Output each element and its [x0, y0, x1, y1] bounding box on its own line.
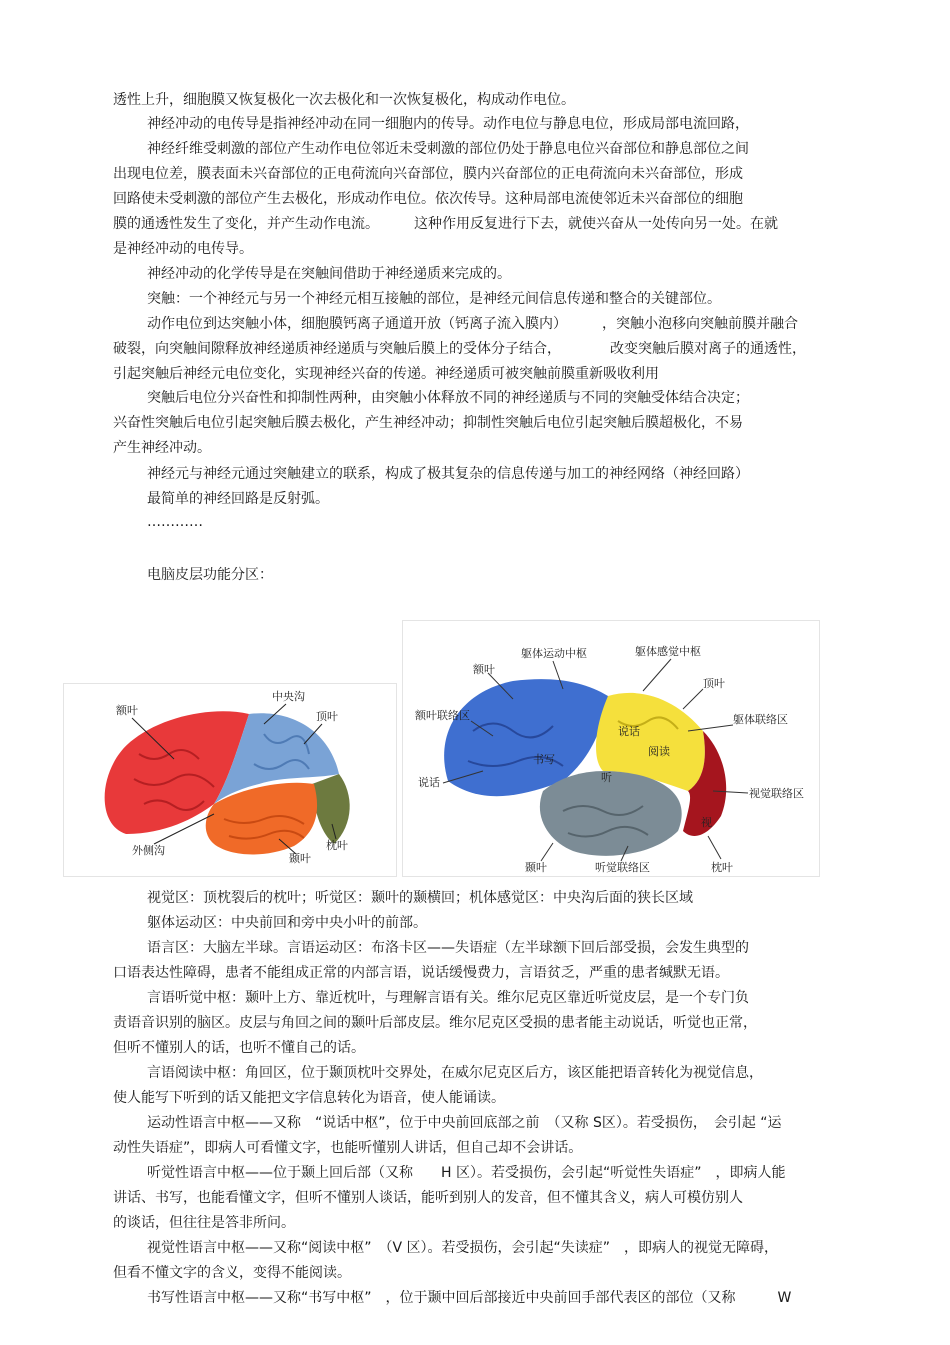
paragraph-line: 膜的通透性发生了变化，并产生动作电流。 这种作用反复进行下去，就使兴奋从一处传向另一处。在就: [113, 216, 778, 232]
label-lateral-sulcus: 外侧沟: [132, 844, 165, 857]
paragraph-line: 神经纤维受刺激的部位产生动作电位邻近未受刺激的部位仍处于静息电位兴奋部位和静息部位之间: [147, 141, 749, 157]
label-sensory-center: 躯体感觉中枢: [635, 645, 701, 658]
label-frontal: 额叶: [473, 663, 495, 676]
paragraph-line: 神经元与神经元通过突触建立的联系，构成了极其复杂的信息传递与加工的神经网络（神经回路）: [147, 466, 749, 482]
paragraph-line: 语言区：大脑左半球。言语运动区：布洛卡区——失语症（左半球额下回后部受损，会发生典型的: [147, 940, 749, 956]
label-write-area: 书写: [533, 753, 555, 766]
paragraph-line: 使人能写下听到的话又能把文字信息转化为语音，使人能诵读。: [113, 1090, 505, 1106]
ellipsis-line: …………: [147, 514, 203, 530]
paragraph-line: 书写性语言中枢——又称“书写中枢” ，位于颞中回后部接近中央前回手部代表区的部位（又称 W: [147, 1290, 792, 1306]
label-parietal: 顶叶: [316, 710, 338, 723]
label-frontal: 额叶: [116, 704, 138, 717]
paragraph-line: 言语阅读中枢：角回区，位于颞顶枕叶交界处，在威尔尼克区后方，该区能把语音转化为视觉信息，: [147, 1065, 763, 1081]
label-temporal: 颞叶: [525, 861, 547, 874]
label-temporal: 颞叶: [289, 852, 311, 865]
paragraph-line: 但听不懂别人的话，也听不懂自己的话。: [113, 1040, 365, 1056]
paragraph-line: 动作电位到达突触小体，细胞膜钙离子通道开放（钙离子流入膜内） ，突触小泡移向突触前膜并融合: [147, 316, 798, 332]
paragraph-line: 兴奋性突触后电位引起突触后膜去极化，产生神经冲动；抑制性突触后电位引起突触后膜超极化，不易: [113, 415, 743, 431]
paragraph-line: 讲话、书写，也能看懂文字，但听不懂别人谈话，能听到别人的发音，但不懂其含义，病人可模仿别人: [113, 1190, 743, 1206]
label-central-sulcus: 中央沟: [272, 690, 305, 703]
paragraph-line: 躯体运动区：中央前回和旁中央小叶的前部。: [147, 915, 427, 931]
paragraph-line: 突触后电位分兴奋性和抑制性两种，由突触小体释放不同的神经递质与不同的突触受体结合决定；: [147, 390, 749, 406]
paragraph-line: 透性上升，细胞膜又恢复极化一次去极化和一次恢复极化，构成动作电位。: [113, 92, 575, 108]
label-motor-center: 躯体运动中枢: [521, 647, 587, 660]
label-parietal: 顶叶: [703, 677, 725, 690]
paragraph-line: 破裂，向突触间隙释放神经递质神经递质与突触后膜上的受体分子结合， 改变突触后膜对离子的通透性，: [113, 341, 806, 357]
label-read-area: 阅读: [648, 745, 670, 758]
paragraph-line: 运动性语言中枢——又称 “说话中枢”，位于中央前回底部之前 （又称 S区）。若受损伤， 会引起 “运: [147, 1115, 782, 1131]
paragraph-line: 出现电位差，膜表面未兴奋部位的正电荷流向兴奋部位，膜内兴奋部位的正电荷流向未兴奋部位，形成: [113, 166, 743, 182]
paragraph-line: 口语表达性障碍，患者不能组成正常的内部言语，说话缓慢费力，言语贫乏，严重的患者缄默无语。: [113, 965, 729, 981]
paragraph-line: 的谈话，但往往是答非所问。: [113, 1215, 295, 1231]
paragraph-line: 神经冲动的化学传导是在突触间借助于神经递质来完成的。: [147, 266, 511, 282]
label-occipital: 枕叶: [326, 839, 348, 852]
paragraph-line: 回路使未受刺激的部位产生去极化，形成动作电位。依次传导。这种局部电流使邻近未兴奋部位的细胞: [113, 191, 743, 207]
section-heading: 电脑皮层功能分区：: [147, 567, 273, 583]
paragraph-line: 引起突触后神经元电位变化，实现神经兴奋的传递。神经递质可被突触前膜重新吸收利用: [113, 366, 659, 382]
label-visual-association: 视觉联络区: [749, 787, 804, 800]
paragraph-line: 突触：一个神经元与另一个神经元相互接触的部位，是神经元间信息传递和整合的关键部位。: [147, 291, 721, 307]
paragraph-line: 视觉性语言中枢——又称“阅读中枢” （V 区）。若受损伤，会引起“失读症” ，即病人的视觉无障碍，: [147, 1240, 779, 1256]
paragraph-line: 听觉性语言中枢——位于颞上回后部（又称 H 区）。若受损伤，会引起“听觉性失语症” ，即病人能: [147, 1165, 786, 1181]
label-somatic-association: 躯体联络区: [733, 713, 788, 726]
paragraph-line: 责语音识别的脑区。皮层与角回之间的颞叶后部皮层。维尔尼克区受损的患者能主动说话，听觉也正常，: [113, 1015, 757, 1031]
paragraph-line: 产生神经冲动。: [113, 440, 211, 456]
brain-function-areas-figure: [402, 620, 820, 877]
paragraph-line: 神经冲动的电传导是指神经冲动在同一细胞内的传导。动作电位与静息电位，形成局部电流回路，: [147, 116, 749, 132]
paragraph-line: 但看不懂文字的含义，变得不能阅读。: [113, 1265, 351, 1281]
paragraph-line: 动性失语症”，即病人可看懂文字，也能听懂别人讲话，但自己却不会讲话。: [113, 1140, 583, 1156]
label-frontal-association: 额叶联络区: [415, 709, 470, 722]
label-vision-area: 视: [701, 816, 712, 829]
occipital-lobe-shape: [312, 774, 350, 844]
paragraph-line: 最简单的神经回路是反射弧。: [147, 491, 329, 507]
paragraph-line: 言语听觉中枢：颞叶上方、靠近枕叶，与理解言语有关。维尔尼克区靠近听觉皮层，是一个专门负: [147, 990, 749, 1006]
paragraph-line: 是神经冲动的电传导。: [113, 241, 253, 257]
label-speak-area: 说话: [618, 725, 640, 738]
label-auditory-association: 听觉联络区: [595, 861, 650, 874]
label-occipital: 枕叶: [711, 861, 733, 874]
label-hear-area: 听: [601, 771, 612, 784]
brain-lobes-figure: [63, 683, 397, 877]
paragraph-line: 视觉区：顶枕裂后的枕叶；听觉区：颞叶的颞横回；机体感觉区：中央沟后面的狭长区域: [147, 890, 693, 906]
label-speech: 说话: [418, 776, 440, 789]
